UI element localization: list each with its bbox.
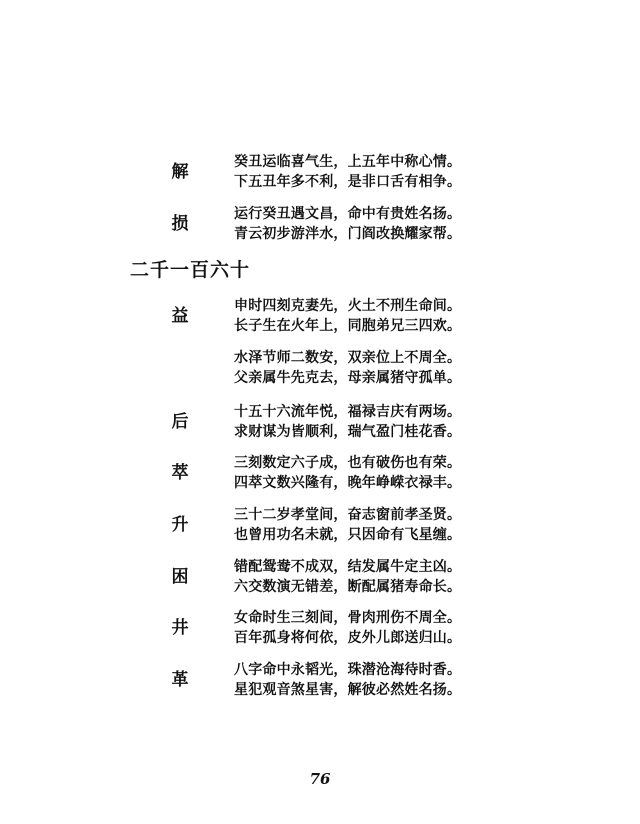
verse-line: 下五丑年多不利，是非口舌有相争。 — [234, 174, 462, 190]
hexagram-name: 井 — [171, 618, 189, 638]
verse-line: 错配鸳鸯不成双，结发属牛定主凶。 — [234, 559, 462, 575]
verse-line: 八字命中永韬光，珠潜沧海待时香。 — [234, 662, 462, 678]
page-number: 76 — [309, 770, 331, 788]
verse-line: 长子生在火年上，同胞弟兄三四欢。 — [234, 318, 462, 334]
verse-line: 也曾用功名未就，只因命有飞星缠。 — [234, 527, 462, 543]
verse-lines — [234, 608, 634, 648]
verse-lines — [234, 152, 634, 192]
verse-line: 三十二岁孝堂间，奋志窗前孝圣贤。 — [234, 507, 462, 523]
verse-line: 星犯观音煞星害，解彼必然姓名扬。 — [234, 682, 462, 698]
hexagram-name: 困 — [171, 567, 189, 587]
verse-line: 申时四刻克妻先，火土不刑生命间。 — [234, 298, 462, 314]
verse-lines — [234, 402, 634, 442]
verse-lines — [234, 348, 634, 388]
verse-line: 百年孤身将何依，皮外儿郎送归山。 — [234, 630, 462, 646]
verse-lines — [234, 453, 634, 493]
verse-line: 求财谋为皆顺利，瑞气盈门桂花香。 — [234, 424, 462, 440]
verse-lines — [234, 505, 634, 545]
hexagram-name: 萃 — [171, 463, 189, 483]
verse-line: 女命时生三刻间，骨肉刑伤不周全。 — [234, 610, 462, 626]
verse-line: 十五十六流年悦，福禄吉庆有两场。 — [234, 404, 462, 420]
verse-lines — [234, 660, 634, 700]
verse-line: 癸丑运临喜气生，上五年中称心情。 — [234, 154, 462, 170]
verse-line: 青云初步游泮水，门阎改换耀家帮。 — [234, 226, 462, 242]
verse-line: 六交数演无错差，断配属猪寿命长。 — [234, 579, 462, 595]
hexagram-name: 后 — [171, 412, 189, 432]
hexagram-name: 损 — [171, 214, 189, 234]
verse-line: 四萃文数兴隆有，晚年峥嵘衣禄丰。 — [234, 475, 462, 491]
section-title: 二千一百六十 — [130, 259, 251, 281]
verse-line: 父亲属牛先克去，母亲属猪守孤单。 — [234, 370, 462, 386]
hexagram-name: 益 — [171, 306, 189, 326]
hexagram-name: 革 — [171, 670, 189, 690]
verse-line: 水泽节师二数安，双亲位上不周全。 — [234, 350, 462, 366]
hexagram-name: 解 — [171, 162, 189, 182]
verse-line: 运行癸丑遇文昌，命中有贵姓名扬。 — [234, 206, 462, 222]
hexagram-name: 升 — [171, 515, 189, 535]
verse-lines — [234, 204, 634, 244]
verse-line: 三刻数定六子成，也有破伤也有荣。 — [234, 455, 462, 471]
verse-lines — [234, 557, 634, 597]
verse-lines — [234, 296, 634, 336]
